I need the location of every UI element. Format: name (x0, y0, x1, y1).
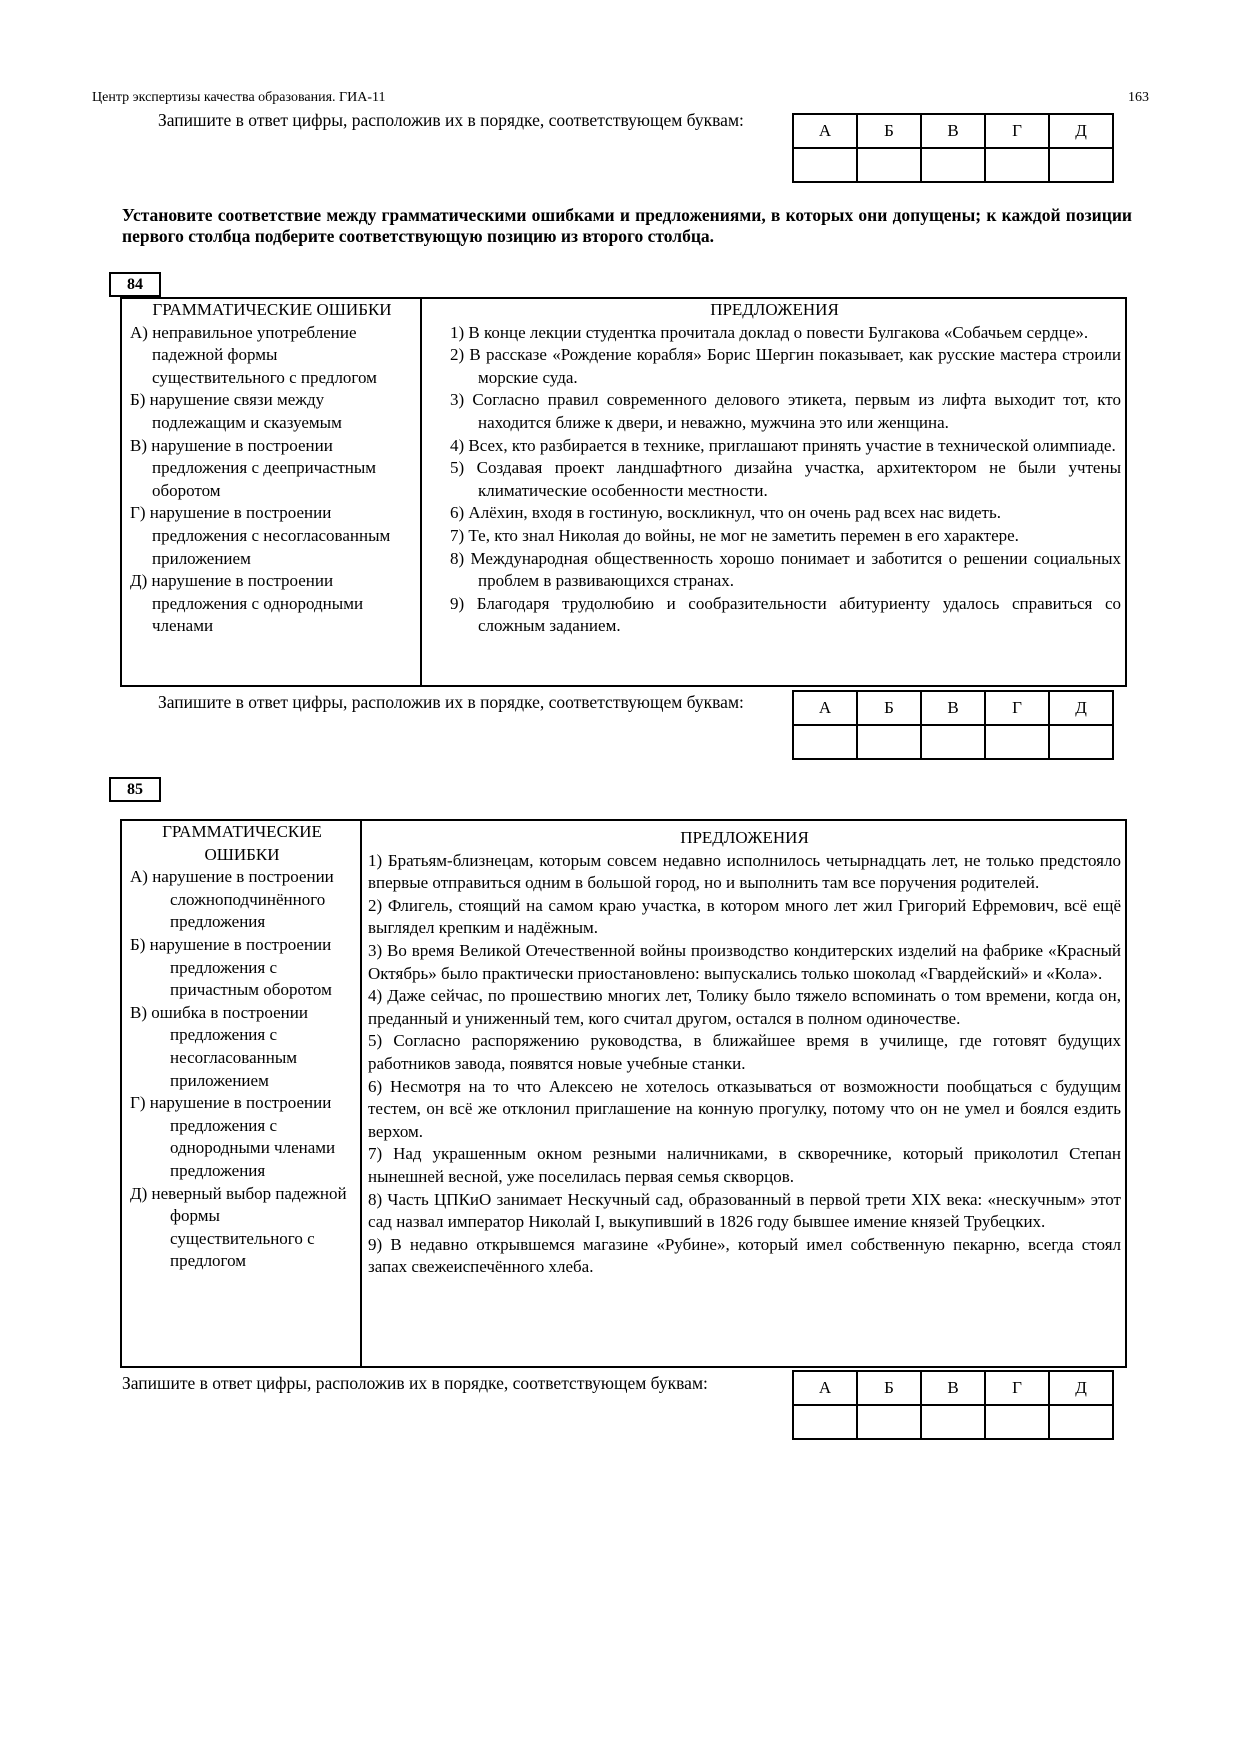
answer-prompt-85: Запишите в ответ цифры, расположив их в порядке, соответствующем буквам: (122, 1373, 708, 1393)
answer-cell[interactable] (1049, 725, 1113, 759)
page-header (92, 90, 1149, 106)
answer-letter: Г (985, 1371, 1049, 1405)
sentence-item: 8) Часть ЦПКиО занимает Нескучный сад, образованный в первой трети XIX века: «нескучным» этот сад назвал император Николай I, выкупивший в 1826 году бывшее имение князей Трубецких. (368, 1189, 1121, 1232)
sentence-item: 4) Даже сейчас, по прошествию многих лет, Толику было тяжело вспоминать о том времени, когда он, преданный и униженный тем, кого считал другом, остался в полном одиночестве. (368, 986, 1121, 1028)
error-item: А) неправильное употребление падежной формы существительного с предлогом (130, 322, 377, 387)
sentence-item: 8) Международная общественность хорошо понимает и заботится о решении социальных проблем в развивающихся странах. (450, 548, 1121, 591)
sentence-item: 6) Алёхин, входя в гостиную, воскликнул, что он очень рад всех нас видеть. (450, 503, 1001, 523)
answer-cell[interactable] (857, 148, 921, 182)
answer-letter: В (921, 114, 985, 148)
answer-cell[interactable] (921, 725, 985, 759)
error-item: В) ошибка в построении предложения с несогласованным приложением (130, 1002, 308, 1090)
answer-letter: Д (1049, 691, 1113, 725)
errors-column (122, 821, 362, 1366)
sentences-column (362, 821, 1125, 1366)
error-item: В) нарушение в построении предложения с деепричастным оборотом (130, 435, 377, 500)
error-item: Д) нарушение в построении предложения с однородными членами (130, 571, 364, 636)
task-number-85: 85 (109, 777, 161, 802)
answer-grid-85 (792, 1370, 1114, 1440)
answer-cell[interactable] (985, 1405, 1049, 1439)
answer-letter: А (793, 691, 857, 725)
task-number-84: 84 (109, 272, 161, 297)
answer-prompt-top: Запишите в ответ цифры, расположив их в порядке, соответствующем буквам: (158, 110, 744, 130)
match-table-85 (120, 819, 1127, 1368)
sentence-item: 5) Согласно распоряжению руководства, в ближайшее время в училище, где готовят будущих работников завода, появятся новые учебные станки. (368, 1031, 1121, 1073)
answer-letter: Г (985, 114, 1049, 148)
answer-cell[interactable] (985, 725, 1049, 759)
sentence-item: 1) В конце лекции студентка прочитала доклад о повести Булгакова «Собачьем сердце». (450, 322, 1089, 342)
sentence-item: 9) Благодаря трудолюбию и сообразительности абитуриенту удалось справиться со сложным заданием. (450, 593, 1121, 636)
sentence-item: 7) Те, кто знал Николая до войны, не мог не заметить перемен в его характере. (450, 525, 1019, 545)
answer-letter: Б (857, 1371, 921, 1405)
answer-cell[interactable] (921, 1405, 985, 1439)
match-table-84 (120, 297, 1127, 687)
sentences-header: ПРЕДЛОЖЕНИЯ (710, 300, 839, 319)
answer-letter: Д (1049, 114, 1113, 148)
error-item: Б) нарушение связи между подлежащим и сказуемым (130, 390, 342, 432)
answer-cell[interactable] (857, 1405, 921, 1439)
error-item: Г) нарушение в построении предложения с несогласованным приложением (130, 503, 391, 568)
source-title: Центр экспертизы качества образования. ГИА-11 (92, 90, 386, 105)
answer-grid-84 (792, 690, 1114, 760)
answer-letter: В (921, 691, 985, 725)
sentence-item: 2) Флигель, стоящий на самом краю участка, в котором много лет жил Григорий Ефремович, всё ещё выглядел крепким и надёжным. (368, 895, 1121, 938)
instruction: Установите соответствие между грамматическими ошибками и предложениями, в которых они допущены; к каждой позиции первого столбца подберите соответствующую позицию из второго столбца. (122, 205, 1132, 246)
answer-cell[interactable] (857, 725, 921, 759)
answer-letter: Д (1049, 1371, 1113, 1405)
answer-letter: В (921, 1371, 985, 1405)
sentence-item: 4) Всех, кто разбирается в технике, приглашают принять участие в технической олимпиаде. (450, 435, 1116, 455)
answer-cell[interactable] (1049, 148, 1113, 182)
answer-prompt-84: Запишите в ответ цифры, расположив их в порядке, соответствующем буквам: (158, 692, 744, 712)
error-item: Д) неверный выбор падежной формы существительного с предлогом (130, 1183, 347, 1271)
answer-cell[interactable] (793, 725, 857, 759)
errors-column (122, 299, 422, 685)
sentence-item: 5) Создавая проект ландшафтного дизайна участка, архитектором не были учтены климатические особенности местности. (450, 458, 1121, 500)
sentence-item: 3) Во время Великой Отечественной войны производство кондитерских изделий на фабрике «Красный Октябрь» было практически приостановлено: выпускались только шоколад «Гвардейский» и «Кола». (368, 940, 1121, 983)
sentence-item: 1) Братьям-близнецам, которым совсем недавно исполнилось четырнадцать лет, не только предстояло впервые отправиться одним в большой город, но и выполнить там все поручения родителей. (368, 850, 1121, 893)
sentences-column (422, 299, 1125, 685)
error-item: Г) нарушение в построении предложения с однородными членами предложения (130, 1093, 336, 1180)
answer-cell[interactable] (921, 148, 985, 182)
answer-letter: А (793, 114, 857, 148)
error-item: А) нарушение в построении сложноподчинённого предложения (130, 867, 334, 932)
answer-letter: А (793, 1371, 857, 1405)
answer-letter: Б (857, 691, 921, 725)
answer-cell[interactable] (1049, 1405, 1113, 1439)
answer-letter: Б (857, 114, 921, 148)
sentence-item: 6) Несмотря на то что Алексею не хотелось отказываться от возможности пообщаться с будущим тестем, он всё же отклонил приглашение на конную прогулку, потому что он не умел и боялся ездить верхом. (368, 1076, 1121, 1141)
sentence-item: 2) В рассказе «Рождение корабля» Борис Шергин показывает, как русские мастера строили морские суда. (450, 345, 1121, 387)
errors-header: ГРАММАТИЧЕСКИЕ ОШИБКИ (152, 300, 392, 319)
answer-grid-top (792, 113, 1114, 183)
error-item: Б) нарушение в построении предложения с причастным оборотом (130, 934, 332, 1000)
sentences-header: ПРЕДЛОЖЕНИЯ (680, 828, 809, 847)
page-number: 163 (1128, 90, 1149, 105)
answer-letter: Г (985, 691, 1049, 725)
sentence-item: 3) Согласно правил современного делового этикета, первым из лифта выходит тот, кто находится ближе к двери, и неважно, мужчина это или женщина. (450, 390, 1121, 432)
errors-header: ГРАММАТИЧЕСКИЕ ОШИБКИ (162, 822, 322, 864)
sentence-item: 7) Над украшенным окном резными наличниками, в скворечнике, который приколотил Степан нынешней весной, уже поселилась первая семья скворцов. (368, 1144, 1121, 1186)
answer-cell[interactable] (793, 1405, 857, 1439)
answer-cell[interactable] (793, 148, 857, 182)
sentence-item: 9) В недавно открывшемся магазине «Рубине», который имел собственную пекарню, всегда стоял запах свежеиспечённого хлеба. (368, 1234, 1121, 1277)
answer-cell[interactable] (985, 148, 1049, 182)
